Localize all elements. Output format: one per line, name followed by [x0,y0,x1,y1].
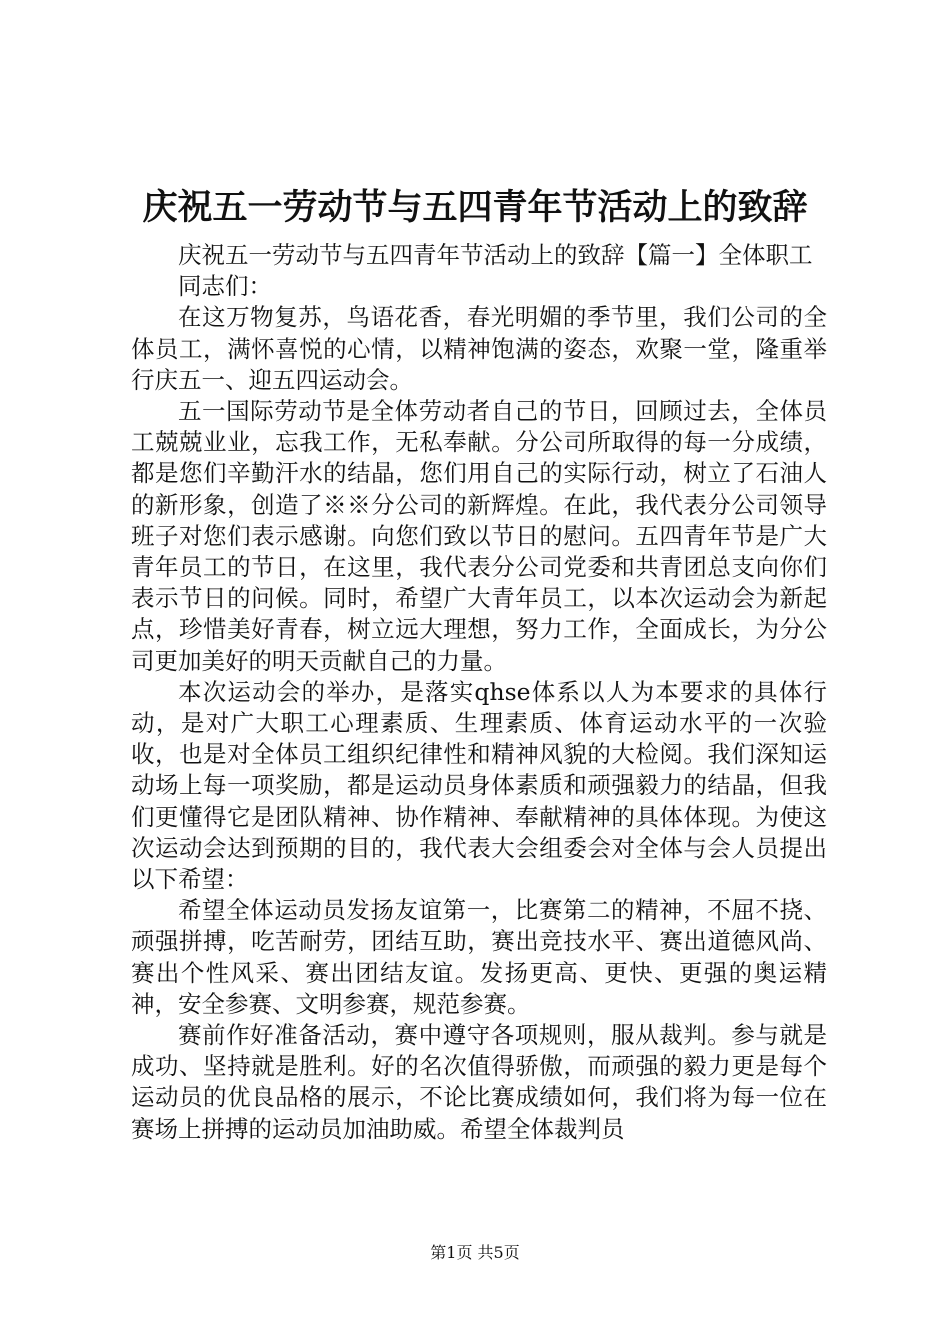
document-body [131,240,827,1145]
paragraph-sports-meeting: 本次运动会的举办，是落实qhse体系以人为本要求的具体行动，是对广大职工心理素质、生理素质、体育运动水平的一次验收，也是对全体员工组织纪律性和精神风貌的大检阅。我们深知运动场上每一项奖励，都是运动员身体素质和顽强毅力的结晶，但我们更懂得它是团队精神、协作精神、奉献精神的具体体现。为使这次运动会达到预期的目的，我代表大会组委会对全体与会人员提出以下希望： [131,677,827,894]
paragraph-athletes: 希望全体运动员发扬友谊第一，比赛第二的精神，不屈不挠、顽强拼搏，吃苦耐劳，团结互助，赛出竞技水平、赛出道德风尚、赛出个性风采、赛出团结友谊。发扬更高、更快、更强的奥运精神，安全参赛、文明参赛，规范参赛。 [131,896,827,1018]
paragraph-intro: 庆祝五一劳动节与五四青年节活动上的致辞【篇一】全体职工 [178,241,813,269]
paragraph-rules: 赛前作好准备活动，赛中遵守各项规则，服从裁判。参与就是成功、坚持就是胜利。好的名次值得骄傲，而顽强的毅力更是每个运动员的优良品格的展示，不论比赛成绩如何，我们将为每一位在赛场上拼搏的运动员加油助威。希望全体裁判员 [131,1021,827,1143]
document-title: 庆祝五一劳动节与五四青年节活动上的致辞 [142,187,808,228]
paragraph-opening: 在这万物复苏，鸟语花香，春光明媚的季节里，我们公司的全体员工，满怀喜悦的心情，以精神饱满的姿态，欢聚一堂，隆重举行庆五一、迎五四运动会。 [131,303,827,394]
page-number: 第1页 共5页 [430,1243,520,1262]
paragraph-labor-day: 五一国际劳动节是全体劳动者自己的节日，回顾过去，全体员工兢兢业业，忘我工作，无私奉献。分公司所取得的每一分成绩，都是您们辛勤汗水的结晶，您们用自己的实际行动，树立了石油人的新形象，创造了※※分公司的新辉煌。在此，我代表分公司领导班子对您们表示感谢。向您们致以节日的慰问。五四青年节是广大青年员工的节日，在这里，我代表分公司党委和共青团总支向你们表示节日的问候。同时，希望广大青年员工，以本次运动会为新起点，珍惜美好青春，树立远大理想，努力工作，全面成长，为分公司更加美好的明天贡献自己的力量。 [131,397,827,675]
page-footer [0,1243,950,1263]
paragraph-salutation: 同志们： [178,272,272,301]
